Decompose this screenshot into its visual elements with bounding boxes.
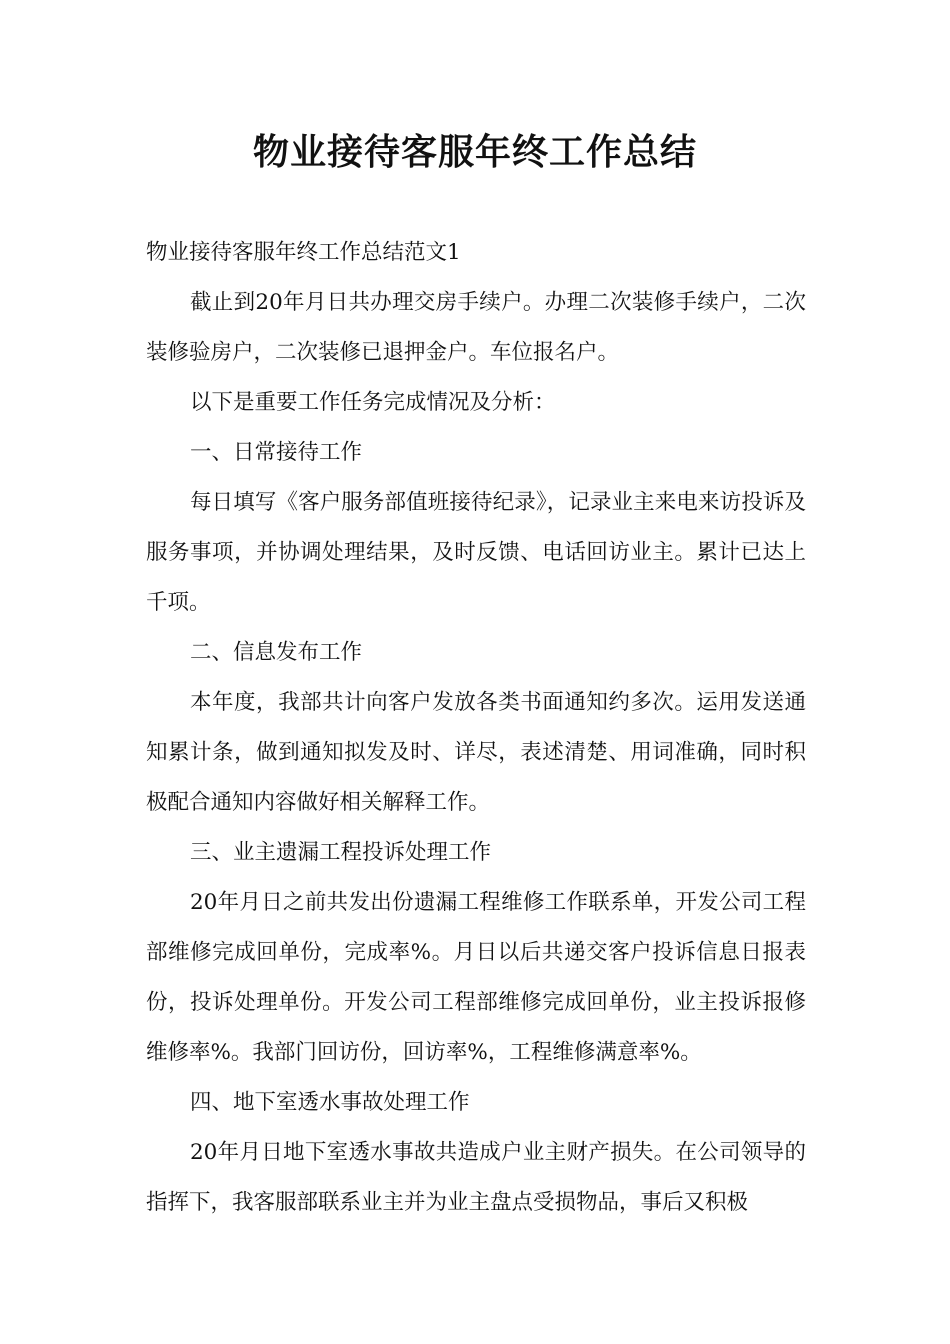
section-paragraph-2: 本年度，我部共计向客户发放各类书面通知约多次。运用发送通知累计条，做到通知拟发及时、详尽，表述清楚、用词准确，同时积极配合通知内容做好相关解释工作。 <box>146 690 806 815</box>
section-heading-2: 二、信息发布工作 <box>190 640 363 665</box>
section-heading-4: 四、地下室透水事故处理工作 <box>190 1090 470 1115</box>
intro-paragraph: 截止到20年月日共办理交房手续户。办理二次装修手续户，二次装修验房户，二次装修已退押金户。车位报名户。 <box>146 290 806 365</box>
section-paragraph-4: 20年月日地下室透水事故共造成户业主财产损失。在公司领导的指挥下，我客服部联系业主并为业主盘点受损物品，事后又积极 <box>146 1140 806 1215</box>
document-title: 物业接待客服年终工作总结 <box>252 132 697 173</box>
section-heading-3: 三、业主遗漏工程投诉处理工作 <box>190 840 492 865</box>
subtitle-paragraph: 物业接待客服年终工作总结范文1 <box>146 240 461 265</box>
summary-heading: 以下是重要工作任务完成情况及分析： <box>190 390 556 415</box>
section-heading-1: 一、日常接待工作 <box>190 440 363 465</box>
document-body <box>146 228 806 1228</box>
section-paragraph-3: 20年月日之前共发出份遗漏工程维修工作联系单，开发公司工程部维修完成回单份，完成率%。月日以后共递交客户投诉信息日报表份，投诉处理单份。开发公司工程部维修完成回单份，业主投诉报修维修率%。我部门回访份，回访率%，工程维修满意率%。 <box>146 890 806 1065</box>
section-paragraph-1: 每日填写《客户服务部值班接待纪录》，记录业主来电来访投诉及服务事项，并协调处理结果，及时反馈、电话回访业主。累计已达上千项。 <box>146 490 806 615</box>
